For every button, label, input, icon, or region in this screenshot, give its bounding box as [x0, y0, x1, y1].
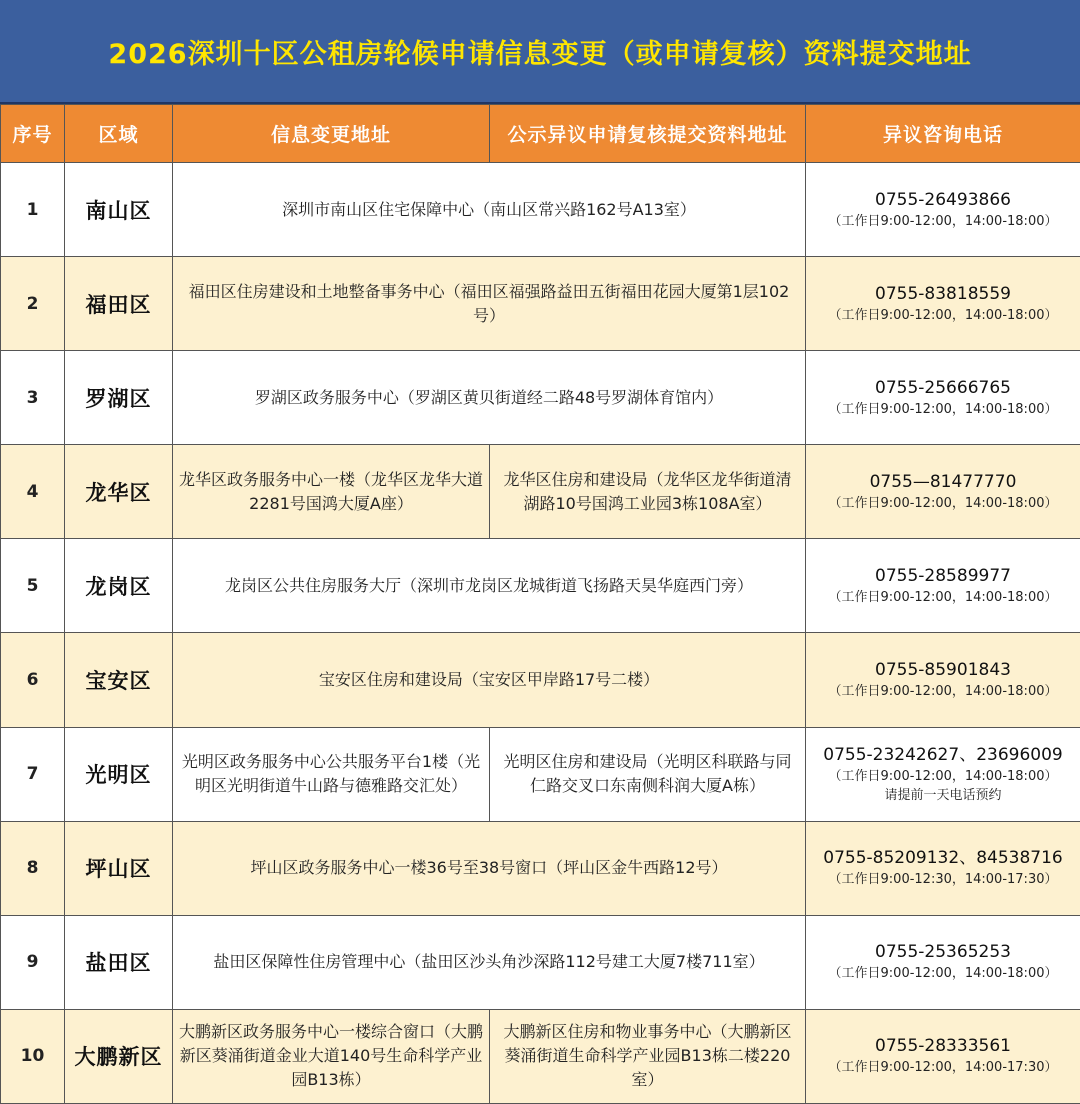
row-review-address: 光明区住房和建设局（光明区科联路与同仁路交叉口东南侧科润大厦A栋） — [490, 727, 806, 821]
header-district: 区域 — [65, 105, 173, 163]
phone-number: 0755-25365253 — [875, 942, 1011, 963]
row-change-address: 大鹏新区政务服务中心一楼综合窗口（大鹏新区葵涌街道金业大道140号生命科学产业园B13栋） — [173, 1009, 490, 1103]
row-phone-cell — [806, 633, 1080, 727]
row-change-address: 龙华区政务服务中心一楼（龙华区龙华大道2281号国鸿大厦A座） — [173, 445, 490, 539]
row-phone-cell — [806, 163, 1080, 257]
office-hours: （工作日9:00-12:00，14:00-18:00） — [828, 769, 1058, 785]
header-phone: 异议咨询电话 — [806, 105, 1080, 163]
row-address: 深圳市南山区住宅保障中心（南山区常兴路162号A13室） — [173, 163, 806, 257]
row-address: 龙岗区公共住房服务大厅（深圳市龙岗区龙城街道飞扬路天昊华庭西门旁） — [173, 539, 806, 633]
row-district: 盐田区 — [65, 915, 173, 1009]
row-index: 8 — [1, 821, 65, 915]
row-district: 大鹏新区 — [65, 1009, 173, 1103]
row-phone-cell — [806, 445, 1080, 539]
table-row — [1, 821, 1080, 915]
row-phone-cell — [806, 539, 1080, 633]
office-hours: （工作日9:00-12:00，14:00-18:00） — [828, 401, 1058, 417]
row-address: 坪山区政务服务中心一楼36号至38号窗口（坪山区金牛西路12号） — [173, 821, 806, 915]
table-row — [1, 1009, 1080, 1103]
row-index: 4 — [1, 445, 65, 539]
office-hours: （工作日9:00-12:00，14:00-18:00） — [828, 307, 1058, 323]
phone-number: 0755-85901843 — [875, 660, 1011, 681]
row-review-address: 龙华区住房和建设局（龙华区龙华街道清湖路10号国鸿工业园3栋108A室） — [490, 445, 806, 539]
header-change-address: 信息变更地址 — [173, 105, 490, 163]
row-review-address: 大鹏新区住房和物业事务中心（大鹏新区葵涌街道生命科学产业园B13栋二楼220室） — [490, 1009, 806, 1103]
row-phone-cell — [806, 257, 1080, 351]
row-address: 宝安区住房和建设局（宝安区甲岸路17号二楼） — [173, 633, 806, 727]
row-index: 1 — [1, 163, 65, 257]
row-phone-cell — [806, 821, 1080, 915]
table-row — [1, 351, 1080, 445]
office-hours: （工作日9:00-12:00，14:00-18:00） — [828, 966, 1058, 982]
phone-number: 0755-83818559 — [875, 283, 1011, 304]
row-index: 9 — [1, 915, 65, 1009]
table-row — [1, 445, 1080, 539]
table-row — [1, 163, 1080, 257]
row-district: 宝安区 — [65, 633, 173, 727]
page-title: 2026深圳十区公租房轮候申请信息变更（或申请复核）资料提交地址 — [0, 0, 1080, 104]
row-address: 罗湖区政务服务中心（罗湖区黄贝街道经二路48号罗湖体育馆内） — [173, 351, 806, 445]
office-hours: （工作日9:00-12:00，14:00-18:00） — [828, 589, 1058, 605]
row-phone-cell — [806, 351, 1080, 445]
address-table — [0, 104, 1080, 1104]
row-address: 福田区住房建设和土地整备事务中心（福田区福强路益田五街福田花园大厦第1层102号） — [173, 257, 806, 351]
table-row — [1, 915, 1080, 1009]
header-review-address: 公示异议申请复核提交资料地址 — [490, 105, 806, 163]
table-row — [1, 257, 1080, 351]
row-district: 福田区 — [65, 257, 173, 351]
row-index: 6 — [1, 633, 65, 727]
row-district: 南山区 — [65, 163, 173, 257]
row-phone-cell — [806, 727, 1080, 821]
row-phone-cell — [806, 915, 1080, 1009]
phone-number: 0755-28333561 — [875, 1036, 1011, 1057]
phone-number: 0755-26493866 — [875, 189, 1011, 210]
row-index: 3 — [1, 351, 65, 445]
row-index: 10 — [1, 1009, 65, 1103]
table-row — [1, 633, 1080, 727]
row-district: 光明区 — [65, 727, 173, 821]
row-district: 坪山区 — [65, 821, 173, 915]
row-district: 罗湖区 — [65, 351, 173, 445]
row-change-address: 光明区政务服务中心公共服务平台1楼（光明区光明街道牛山路与德雅路交汇处） — [173, 727, 490, 821]
office-hours: （工作日9:00-12:00，14:00-18:00） — [828, 213, 1058, 229]
row-district: 龙华区 — [65, 445, 173, 539]
office-hours: （工作日9:00-12:00，14:00-18:00） — [828, 495, 1058, 511]
phone-number: 0755-23242627、23696009 — [823, 745, 1063, 766]
table-row — [1, 539, 1080, 633]
office-hours: （工作日9:00-12:00，14:00-17:30） — [828, 1060, 1058, 1076]
table-row — [1, 727, 1080, 821]
office-hours: （工作日9:00-12:30，14:00-17:30） — [828, 872, 1058, 888]
phone-number: 0755-28589977 — [875, 565, 1011, 586]
row-index: 7 — [1, 727, 65, 821]
row-index: 2 — [1, 257, 65, 351]
phone-number: 0755—81477770 — [869, 471, 1017, 492]
header-index: 序号 — [1, 105, 65, 163]
phone-number: 0755-25666765 — [875, 377, 1011, 398]
row-phone-cell — [806, 1009, 1080, 1103]
row-district: 龙岗区 — [65, 539, 173, 633]
appointment-note: 请提前一天电话预约 — [884, 788, 1002, 804]
table-header-row — [1, 105, 1080, 163]
row-index: 5 — [1, 539, 65, 633]
row-address: 盐田区保障性住房管理中心（盐田区沙头角沙深路112号建工大厦7楼711室） — [173, 915, 806, 1009]
phone-number: 0755-85209132、84538716 — [823, 848, 1063, 869]
office-hours: （工作日9:00-12:00，14:00-18:00） — [828, 684, 1058, 700]
